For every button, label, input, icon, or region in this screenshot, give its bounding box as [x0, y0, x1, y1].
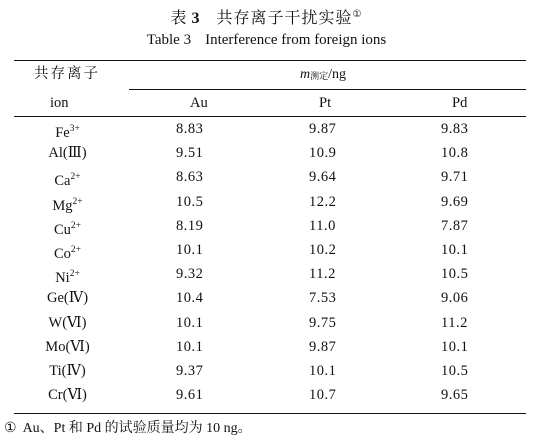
- ion-cell: [20, 166, 115, 193]
- au-value: 8.63: [176, 169, 204, 186]
- table-row: [0, 384, 533, 407]
- table-row: [0, 191, 533, 214]
- table-row: [0, 287, 533, 310]
- table-number: 3: [191, 10, 201, 27]
- column-header-au: Au: [190, 95, 208, 111]
- table-title-text: 共存离子干扰实验: [216, 10, 353, 27]
- table-title-footnote-mark: ①: [352, 9, 363, 20]
- pd-value: 7.87: [441, 217, 469, 234]
- ion-name: Mg: [52, 197, 73, 214]
- table-title-en-text: Interference from foreign ions: [205, 32, 387, 48]
- pt-value: 10.7: [309, 387, 337, 404]
- ion-cell: [20, 336, 115, 359]
- ion-name: Ca: [54, 173, 71, 190]
- table-row: [0, 239, 533, 262]
- footnote-text: Au、Pt 和 Pd 的试验质量均为 10 ng。: [22, 421, 252, 436]
- pt-value: 7.53: [309, 290, 337, 307]
- table-footnote: [4, 419, 252, 439]
- ion-name: Fe: [55, 125, 70, 141]
- au-value: 9.37: [176, 363, 204, 379]
- table-row: [0, 263, 533, 286]
- pt-value: 10.9: [309, 145, 337, 162]
- ion-charge: 2+: [69, 269, 80, 280]
- ion-cell: [20, 142, 115, 165]
- pt-value: 10.1: [309, 363, 337, 379]
- column-header-pt: Pt: [319, 95, 332, 111]
- ion-cell: [20, 191, 115, 218]
- header-bottom-rule: [14, 116, 526, 117]
- ion-cell: [20, 384, 115, 407]
- pt-value: 11.2: [309, 266, 336, 283]
- pd-value: 10.1: [441, 338, 469, 355]
- ion-name: Ti(Ⅳ): [49, 363, 86, 379]
- pd-value: 10.5: [441, 363, 469, 379]
- ion-cell: [20, 263, 115, 290]
- ion-name: Al(Ⅲ): [48, 145, 87, 162]
- pt-value: 9.75: [309, 314, 337, 331]
- header-measured-mass: [300, 65, 346, 85]
- footnote-mark: ①: [4, 421, 17, 436]
- pt-value: 12.2: [309, 193, 337, 210]
- au-value: 10.1: [176, 314, 204, 331]
- header-ion-english: ion: [50, 95, 69, 111]
- table-title-prefix: 表: [170, 10, 188, 27]
- ion-name: Co: [53, 246, 71, 262]
- au-value: 10.4: [176, 290, 204, 307]
- column-header-pd: Pd: [452, 95, 468, 111]
- table-top-rule: [14, 60, 526, 61]
- pd-value: 11.2: [441, 314, 468, 331]
- pt-value: 9.87: [309, 121, 337, 137]
- pt-value: 11.0: [309, 217, 336, 234]
- table-row: [0, 166, 533, 189]
- table-row: [0, 312, 533, 335]
- au-value: 8.19: [176, 217, 204, 234]
- pd-value: 10.5: [441, 266, 469, 283]
- au-value: 10.1: [176, 242, 204, 258]
- au-value: 9.32: [176, 266, 204, 283]
- pd-value: 10.1: [441, 242, 469, 258]
- header-ion-chinese: 共存离子: [34, 66, 100, 82]
- ion-charge: 2+: [70, 172, 81, 183]
- ion-name: Cu: [53, 221, 71, 238]
- ion-cell: [20, 239, 115, 266]
- table-title-chinese: [0, 4, 533, 30]
- ion-name: Ge(Ⅳ): [46, 290, 89, 307]
- ion-charge: 2+: [70, 245, 82, 255]
- header-measured-unit: /ng: [328, 67, 347, 82]
- au-value: 9.61: [176, 387, 204, 404]
- table-row: [0, 215, 533, 238]
- header-span-rule: [129, 89, 526, 90]
- pd-value: 9.83: [441, 121, 469, 137]
- table-row: [0, 118, 533, 141]
- ion-cell: [20, 287, 115, 310]
- ion-name: Mo(Ⅵ): [45, 338, 90, 355]
- au-value: 8.83: [176, 121, 204, 137]
- header-measured-var: m: [300, 67, 311, 82]
- pd-value: 10.8: [441, 145, 469, 162]
- table-title-english: [0, 30, 533, 50]
- ion-charge: 3+: [69, 124, 80, 134]
- ion-name: Ni: [55, 270, 70, 287]
- pt-value: 10.2: [309, 242, 337, 258]
- header-measured-sub: 测定: [310, 71, 329, 81]
- table-title-en-prefix: Table 3: [146, 32, 192, 48]
- pd-value: 9.06: [441, 290, 469, 307]
- au-value: 10.1: [176, 338, 204, 355]
- table-row: [0, 360, 533, 383]
- au-value: 9.51: [176, 145, 204, 162]
- pt-value: 9.64: [309, 169, 337, 186]
- pd-value: 9.71: [441, 169, 469, 186]
- table-bottom-rule: [14, 413, 526, 414]
- ion-cell: [20, 312, 115, 335]
- ion-name: W(Ⅵ): [48, 314, 87, 331]
- table-row: [0, 142, 533, 165]
- pd-value: 9.65: [441, 387, 469, 404]
- pd-value: 9.69: [441, 193, 469, 210]
- pt-value: 9.87: [309, 338, 337, 355]
- ion-cell: [20, 118, 115, 145]
- ion-charge: 2+: [72, 196, 83, 207]
- ion-cell: [20, 215, 115, 242]
- table-row: [0, 336, 533, 359]
- ion-charge: 2+: [70, 220, 82, 231]
- ion-name: Cr(Ⅵ): [48, 387, 87, 404]
- ion-cell: [20, 360, 115, 383]
- au-value: 10.5: [176, 193, 204, 210]
